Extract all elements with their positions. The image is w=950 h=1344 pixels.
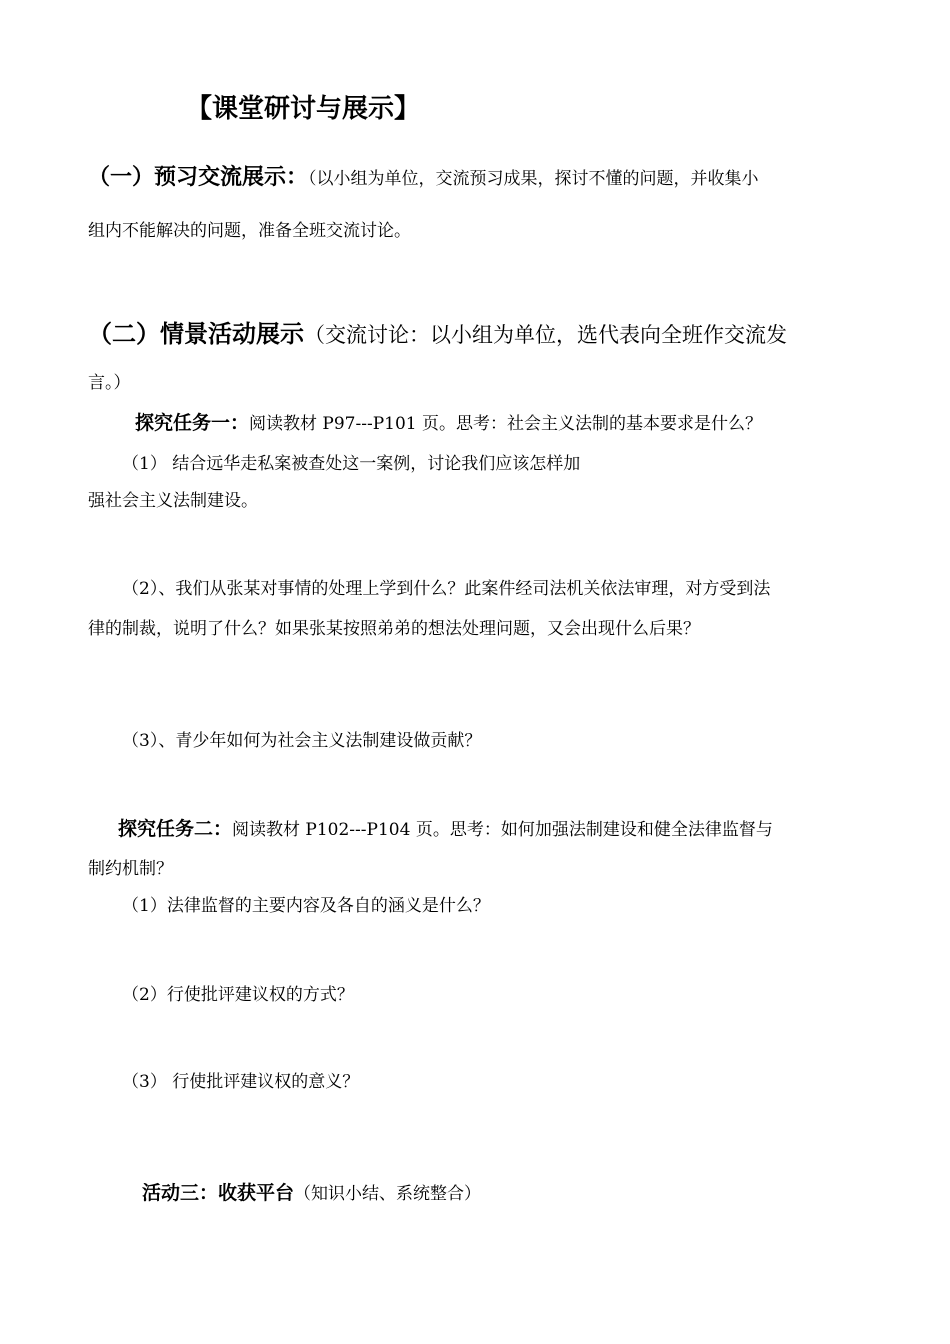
task2-text-line2: 制约机制？ — [88, 859, 173, 879]
activity3-note: （知识小结、系统整合） — [294, 1184, 482, 1204]
section2-line1 — [88, 314, 787, 349]
task1-q2-line2: 律的制裁，说明了什么？如果张某按照弟弟的想法处理问题，又会出现什么后果？ — [88, 619, 700, 639]
task2-text-line1: 阅读教材 P102---P104 页。思考：如何加强法制建设和健全法律监督与 — [232, 820, 773, 840]
page-title: 【课堂研讨与展示】 — [186, 94, 421, 124]
task2-q3: （3） 行使批评建议权的意义？ — [122, 1072, 360, 1092]
section1-line1 — [88, 160, 759, 191]
section1-note-line1: （以小组为单位，交流预习成果，探讨不懂的问题，并收集小 — [308, 169, 759, 189]
task1-q3: （3）、青少年如何为社会主义法制建设做贡献？ — [122, 731, 482, 751]
task1-header — [135, 408, 762, 435]
section2-note-line1: （交流讨论：以小组为单位，选代表向全班作交流发 — [304, 323, 787, 347]
task1-q1-line2: 强社会主义法制建设。 — [88, 491, 258, 511]
task2-q2: （2）行使批评建议权的方式？ — [122, 985, 354, 1005]
task2-header — [118, 814, 773, 841]
section1-heading: （一）预习交流展示： — [88, 165, 309, 190]
activity3-line — [142, 1178, 481, 1205]
section1-note-line2: 组内不能解决的问题，准备全班交流讨论。 — [88, 221, 411, 241]
task2-label: 探究任务二： — [118, 818, 233, 840]
task2-q1: （1）法律监督的主要内容及各自的涵义是什么？ — [122, 896, 490, 916]
task1-text: 阅读教材 P97---P101 页。思考：社会主义法制的基本要求是什么？ — [249, 414, 763, 434]
section2-heading: （二）情景活动展示 — [88, 320, 304, 348]
task1-label: 探究任务一： — [135, 412, 250, 434]
activity3-label: 活动三：收获平台 — [142, 1182, 295, 1204]
task1-q1-line1: （1） 结合远华走私案被查处这一案例，讨论我们应该怎样加 — [122, 454, 581, 474]
task1-q2-line1: （2）、我们从张某对事情的处理上学到什么？此案件经司法机关依法审理，对方受到法 — [122, 579, 771, 599]
section2-note-line2: 言。） — [88, 373, 131, 393]
